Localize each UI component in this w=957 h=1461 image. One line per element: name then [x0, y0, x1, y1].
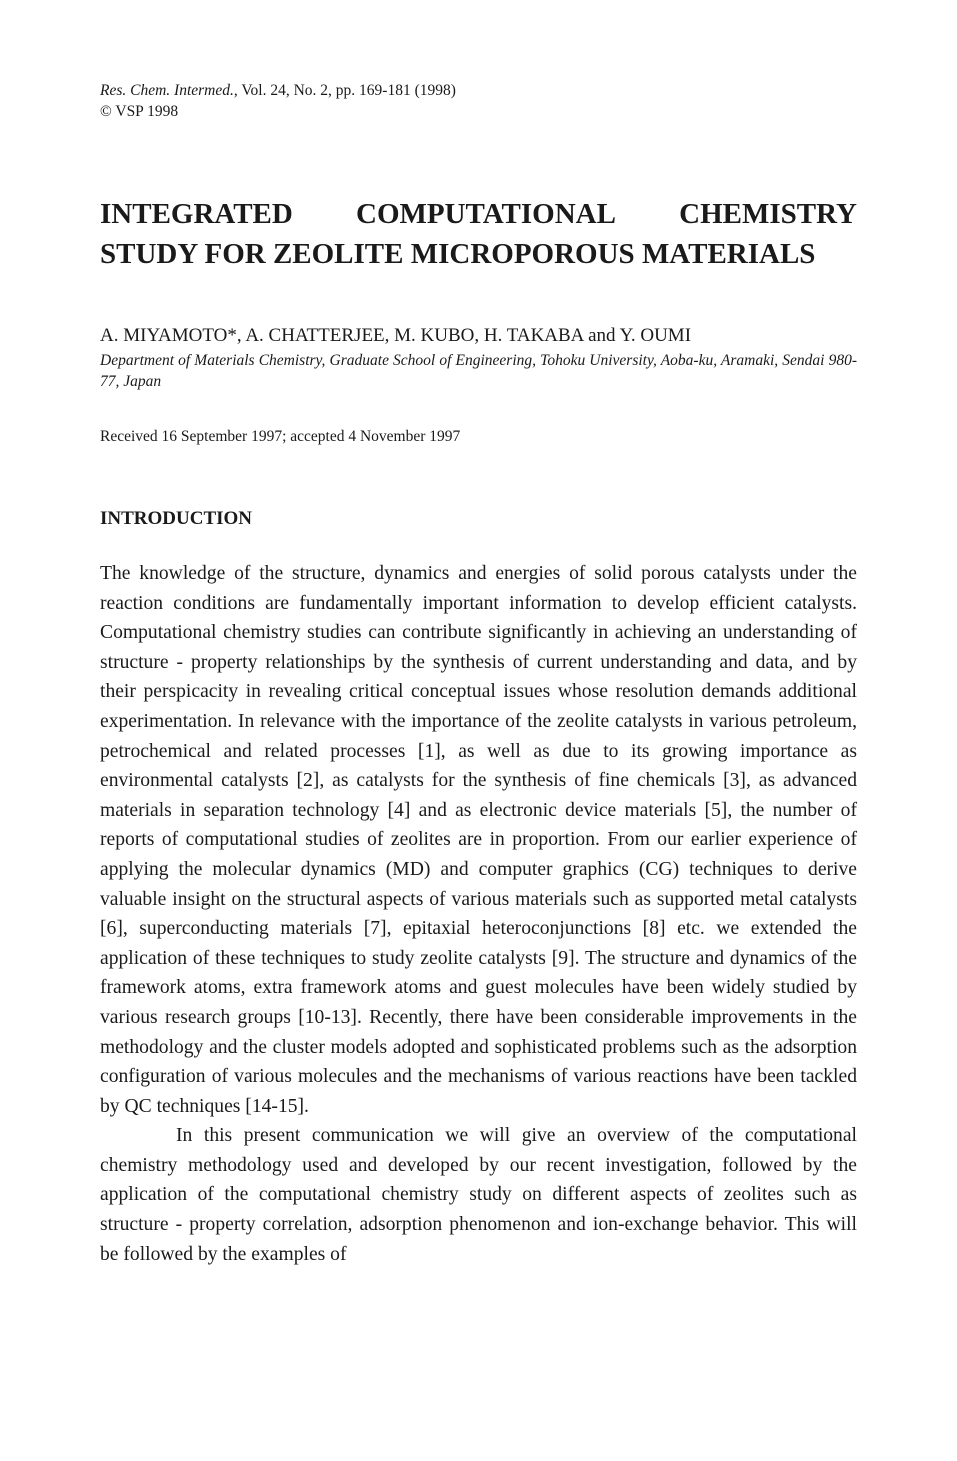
copyright-line: © VSP 1998 — [100, 103, 179, 120]
paragraph: In this present communication we will give an overview of the computational chemistry methodology used and developed by our recent investigation, followed by the application of the computational chemistry study on different aspects of zeolites such as structure - property correlation, adsorption phenomenon and ion-exchange behavior. This will be followed by the examples of — [100, 1125, 857, 1265]
paper-page — [100, 80, 857, 1269]
citation-line — [100, 80, 857, 101]
author-list: A. MIYAMOTO*, A. CHATTERJEE, M. KUBO, H. TAKABA and Y. OUMI — [100, 325, 692, 346]
volume-info: , Vol. 24, No. 2, pp. 169-181 (1998) — [233, 82, 456, 99]
paper-title — [100, 194, 857, 274]
title-line-1 — [100, 194, 857, 234]
title-word: INTEGRATED — [100, 198, 293, 230]
affiliation: Department of Materials Chemistry, Graduate School of Engineering, Tohoku University, Aoba-ku, Aramaki, Sendai 980-77, Japan — [100, 352, 857, 390]
journal-name: Res. Chem. Intermed. — [100, 82, 234, 99]
section-heading: INTRODUCTION — [100, 508, 253, 529]
journal-citation — [100, 80, 857, 122]
title-word: COMPUTATIONAL — [356, 198, 616, 230]
received-date: Received 16 September 1997; accepted 4 November 1997 — [100, 428, 461, 445]
title-line-2: STUDY FOR ZEOLITE MICROPOROUS MATERIALS — [100, 238, 816, 270]
paragraph: The knowledge of the structure, dynamics and energies of solid porous catalysts under the reaction conditions are fundamentally important information to develop efficient catalysts. Computational chemistry studies can contribute significantly in achieving an understanding of structure - property relationships by the synthesis of current understanding and data, and by their perspicacity in revealing critical conceptual issues whose resolution demands additional experimentation. In relevance with the importance of the zeolite catalysts in various petroleum, petrochemical and related processes [1], as well as due to its growing importance as environmental catalysts [2], as catalysts for the synthesis of fine chemicals [3], as advanced materials in separation technology [4] and as electronic device materials [5], the number of reports of computational studies of zeolites are in proportion. From our earlier experience of applying the molecular dynamics (MD) and computer graphics (CG) techniques to derive valuable insight on the structural aspects of various materials such as supported metal catalysts [6], superconducting materials [7], epitaxial heteroconjunctions [8] etc. we extended the application of these techniques to study zeolite catalysts [9]. The structure and dynamics of the framework atoms, extra framework atoms and guest molecules have been widely studied by various research groups [10-13]. Recently, there have been considerable improvements in the methodology and the cluster models adopted and sophisticated problems such as the adsorption configuration of various molecules and the mechanisms of various reactions have been tackled by QC techniques [14-15]. — [100, 563, 857, 1117]
body-text — [100, 559, 857, 1269]
title-word: CHEMISTRY — [679, 198, 857, 230]
